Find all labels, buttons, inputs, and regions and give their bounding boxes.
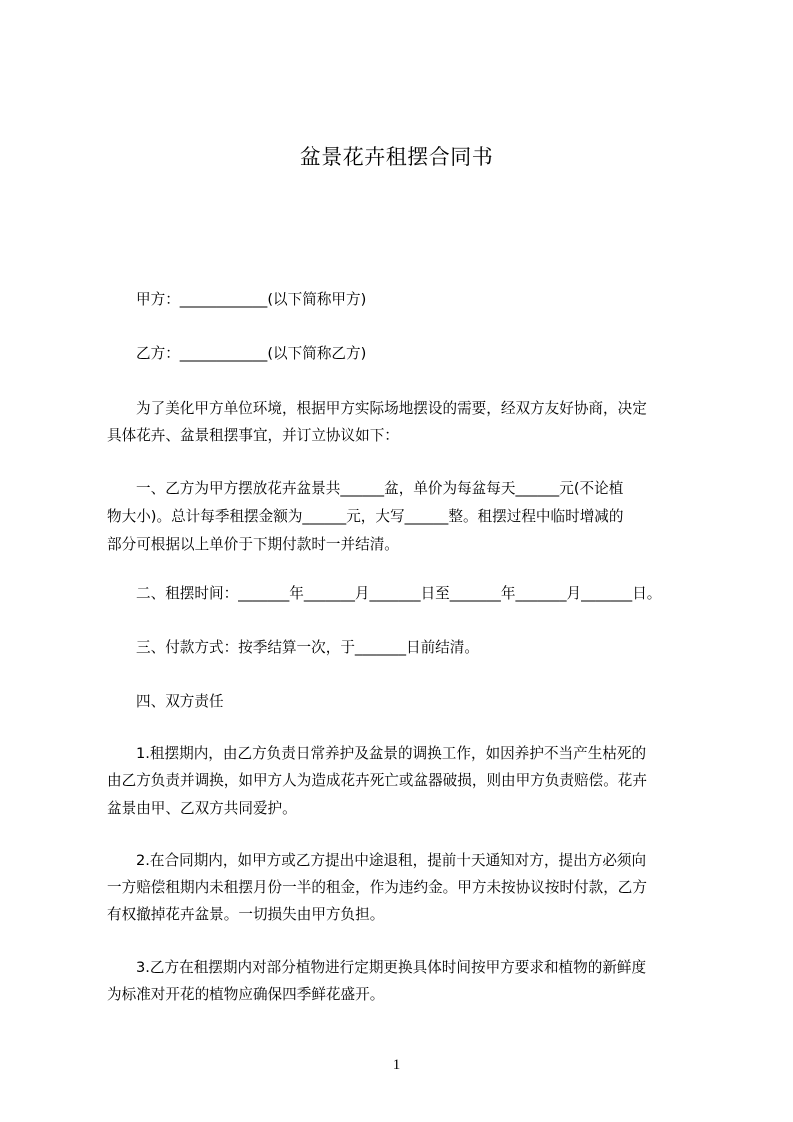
duty-2-line-2: 一方赔偿租期内未租摆月份一半的租金，作为违约金。甲方未按协议按时付款，乙方 (107, 879, 647, 896)
duty-1-line-1: 1.租摆期内，由乙方负责日常养护及盆景的调换工作，如因养护不当产生枯死的 (136, 745, 647, 762)
clause-1-line-2: 物大小)。总计每季租摆金额为______元，大写______整。租摆过程中临时增减的 (107, 508, 624, 525)
party-b-line: 乙方：____________(以下简称乙方) (136, 345, 367, 362)
duty-2-line-3: 有权撤掉花卉盆景。一切损失由甲方负担。 (107, 906, 385, 923)
duty-1-line-3: 盆景由甲、乙双方共同爱护。 (107, 800, 297, 817)
clause-1-line-1: 一、乙方为甲方摆放花卉盆景共______盆，单价为每盆每天______元(不论植 (136, 480, 624, 497)
document-title: 盆景花卉租摆合同书 (299, 145, 494, 169)
duty-2-line-1: 2.在合同期内，如甲方或乙方提出中途退租，提前十天通知对方，提出方必须向 (136, 852, 647, 869)
duty-3-line-1: 3.乙方在租摆期内对部分植物进行定期更换具体时间按甲方要求和植物的新鲜度 (136, 959, 647, 976)
clause-2-line: 二、租摆时间：_______年_______月_______日至_______年_______月_______日。 (136, 585, 662, 602)
clause-1-line-3: 部分可根据以上单价于下期付款时一并结清。 (107, 536, 399, 553)
duty-1-line-2: 由乙方负责并调换，如甲方人为造成花卉死亡或盆器破损，则由甲方负责赔偿。花卉 (107, 772, 647, 789)
party-a-line: 甲方：____________(以下简称甲方) (136, 291, 367, 308)
clause-4-heading: 四、双方责任 (136, 693, 224, 710)
page-number: 1 (392, 1057, 401, 1073)
duty-3-line-2: 为标准对开花的植物应确保四季鲜花盛开。 (107, 986, 385, 1003)
clause-3-line: 三、付款方式：按季结算一次，于_______日前结清。 (136, 639, 479, 656)
intro-line-1: 为了美化甲方单位环境，根据甲方实际场地摆设的需要，经双方友好协商，决定 (136, 400, 647, 417)
intro-line-2: 具体花卉、盆景租摆事宜，并订立协议如下： (107, 427, 399, 444)
